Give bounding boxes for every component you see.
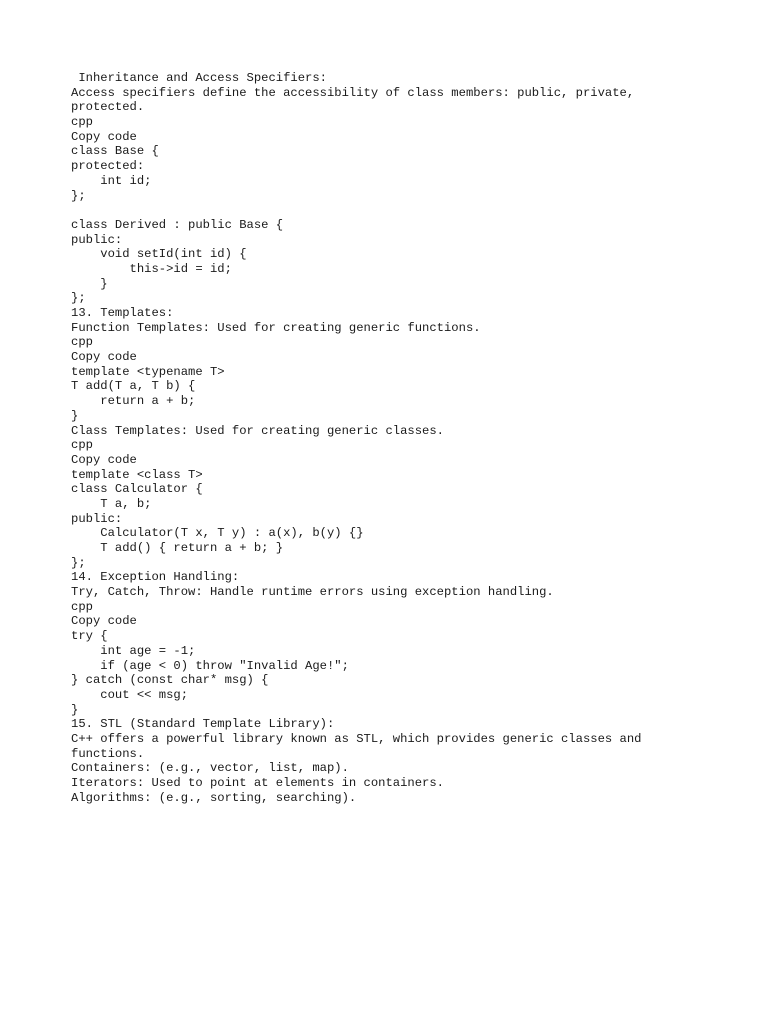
section-heading: 14. Exception Handling: — [71, 570, 240, 585]
code-line: } catch (const char* msg) { — [71, 673, 269, 688]
body-text: Function Templates: Used for creating generic functions. — [71, 320, 481, 335]
body-text: C++ offers a powerful library known as STL, which provides generic classes and — [71, 731, 642, 746]
body-text: protected. — [71, 100, 145, 115]
code-language-label: cpp — [71, 599, 93, 614]
code-line: if (age < 0) throw "Invalid Age!"; — [71, 658, 349, 673]
code-line: }; — [71, 291, 86, 306]
document-page — [71, 71, 731, 805]
code-line: return a + b; — [71, 394, 196, 409]
code-line: void setId(int id) { — [71, 247, 247, 262]
body-text: Access specifiers define the accessibility of class members: public, private, — [71, 85, 635, 100]
blank-line — [71, 203, 731, 218]
code-line: class Derived : public Base { — [71, 217, 284, 232]
section-heading: 15. STL (Standard Template Library): — [71, 717, 335, 732]
code-line: Calculator(T x, T y) : a(x), b(y) {} — [71, 526, 364, 541]
body-text: Class Templates: Used for creating generic classes. — [71, 423, 444, 438]
copy-code-label: Copy code — [71, 452, 137, 467]
body-text: Iterators: Used to point at elements in containers. — [71, 776, 444, 790]
code-line: protected: — [71, 159, 145, 174]
code-language-label: cpp — [71, 335, 93, 350]
code-line: T add(T a, T b) { — [71, 379, 196, 394]
code-line: template <class T> — [71, 467, 203, 482]
code-line: public: — [71, 232, 123, 247]
code-line: } — [71, 702, 79, 717]
code-language-label: cpp — [71, 438, 93, 453]
code-line: class Base { — [71, 144, 159, 159]
code-line: T a, b; — [71, 496, 152, 511]
code-line: class Calculator { — [71, 482, 203, 497]
code-line: cout << msg; — [71, 687, 189, 702]
code-line: } — [71, 276, 108, 291]
copy-code-label: Copy code — [71, 350, 137, 365]
code-line: }; — [71, 188, 86, 203]
code-line: } — [71, 408, 79, 423]
body-text: Try, Catch, Throw: Handle runtime errors using exception handling. — [71, 585, 554, 600]
section-heading: Inheritance and Access Specifiers: — [71, 71, 327, 85]
code-line: int id; — [71, 173, 152, 188]
code-line: T add() { return a + b; } — [71, 541, 284, 555]
body-text: Containers: (e.g., vector, list, map). — [71, 761, 349, 776]
copy-code-label: Copy code — [71, 129, 137, 144]
body-text: functions. — [71, 746, 145, 761]
code-line: try { — [71, 629, 108, 644]
code-line: public: — [71, 511, 123, 526]
body-text: Algorithms: (e.g., sorting, searching). — [71, 790, 357, 805]
code-line: int age = -1; — [71, 643, 196, 658]
code-line: this->id = id; — [71, 261, 232, 276]
code-language-label: cpp — [71, 115, 93, 130]
section-heading: 13. Templates: — [71, 306, 174, 320]
code-line: }; — [71, 555, 86, 570]
code-line: template <typename T> — [71, 364, 225, 379]
copy-code-label: Copy code — [71, 614, 137, 629]
